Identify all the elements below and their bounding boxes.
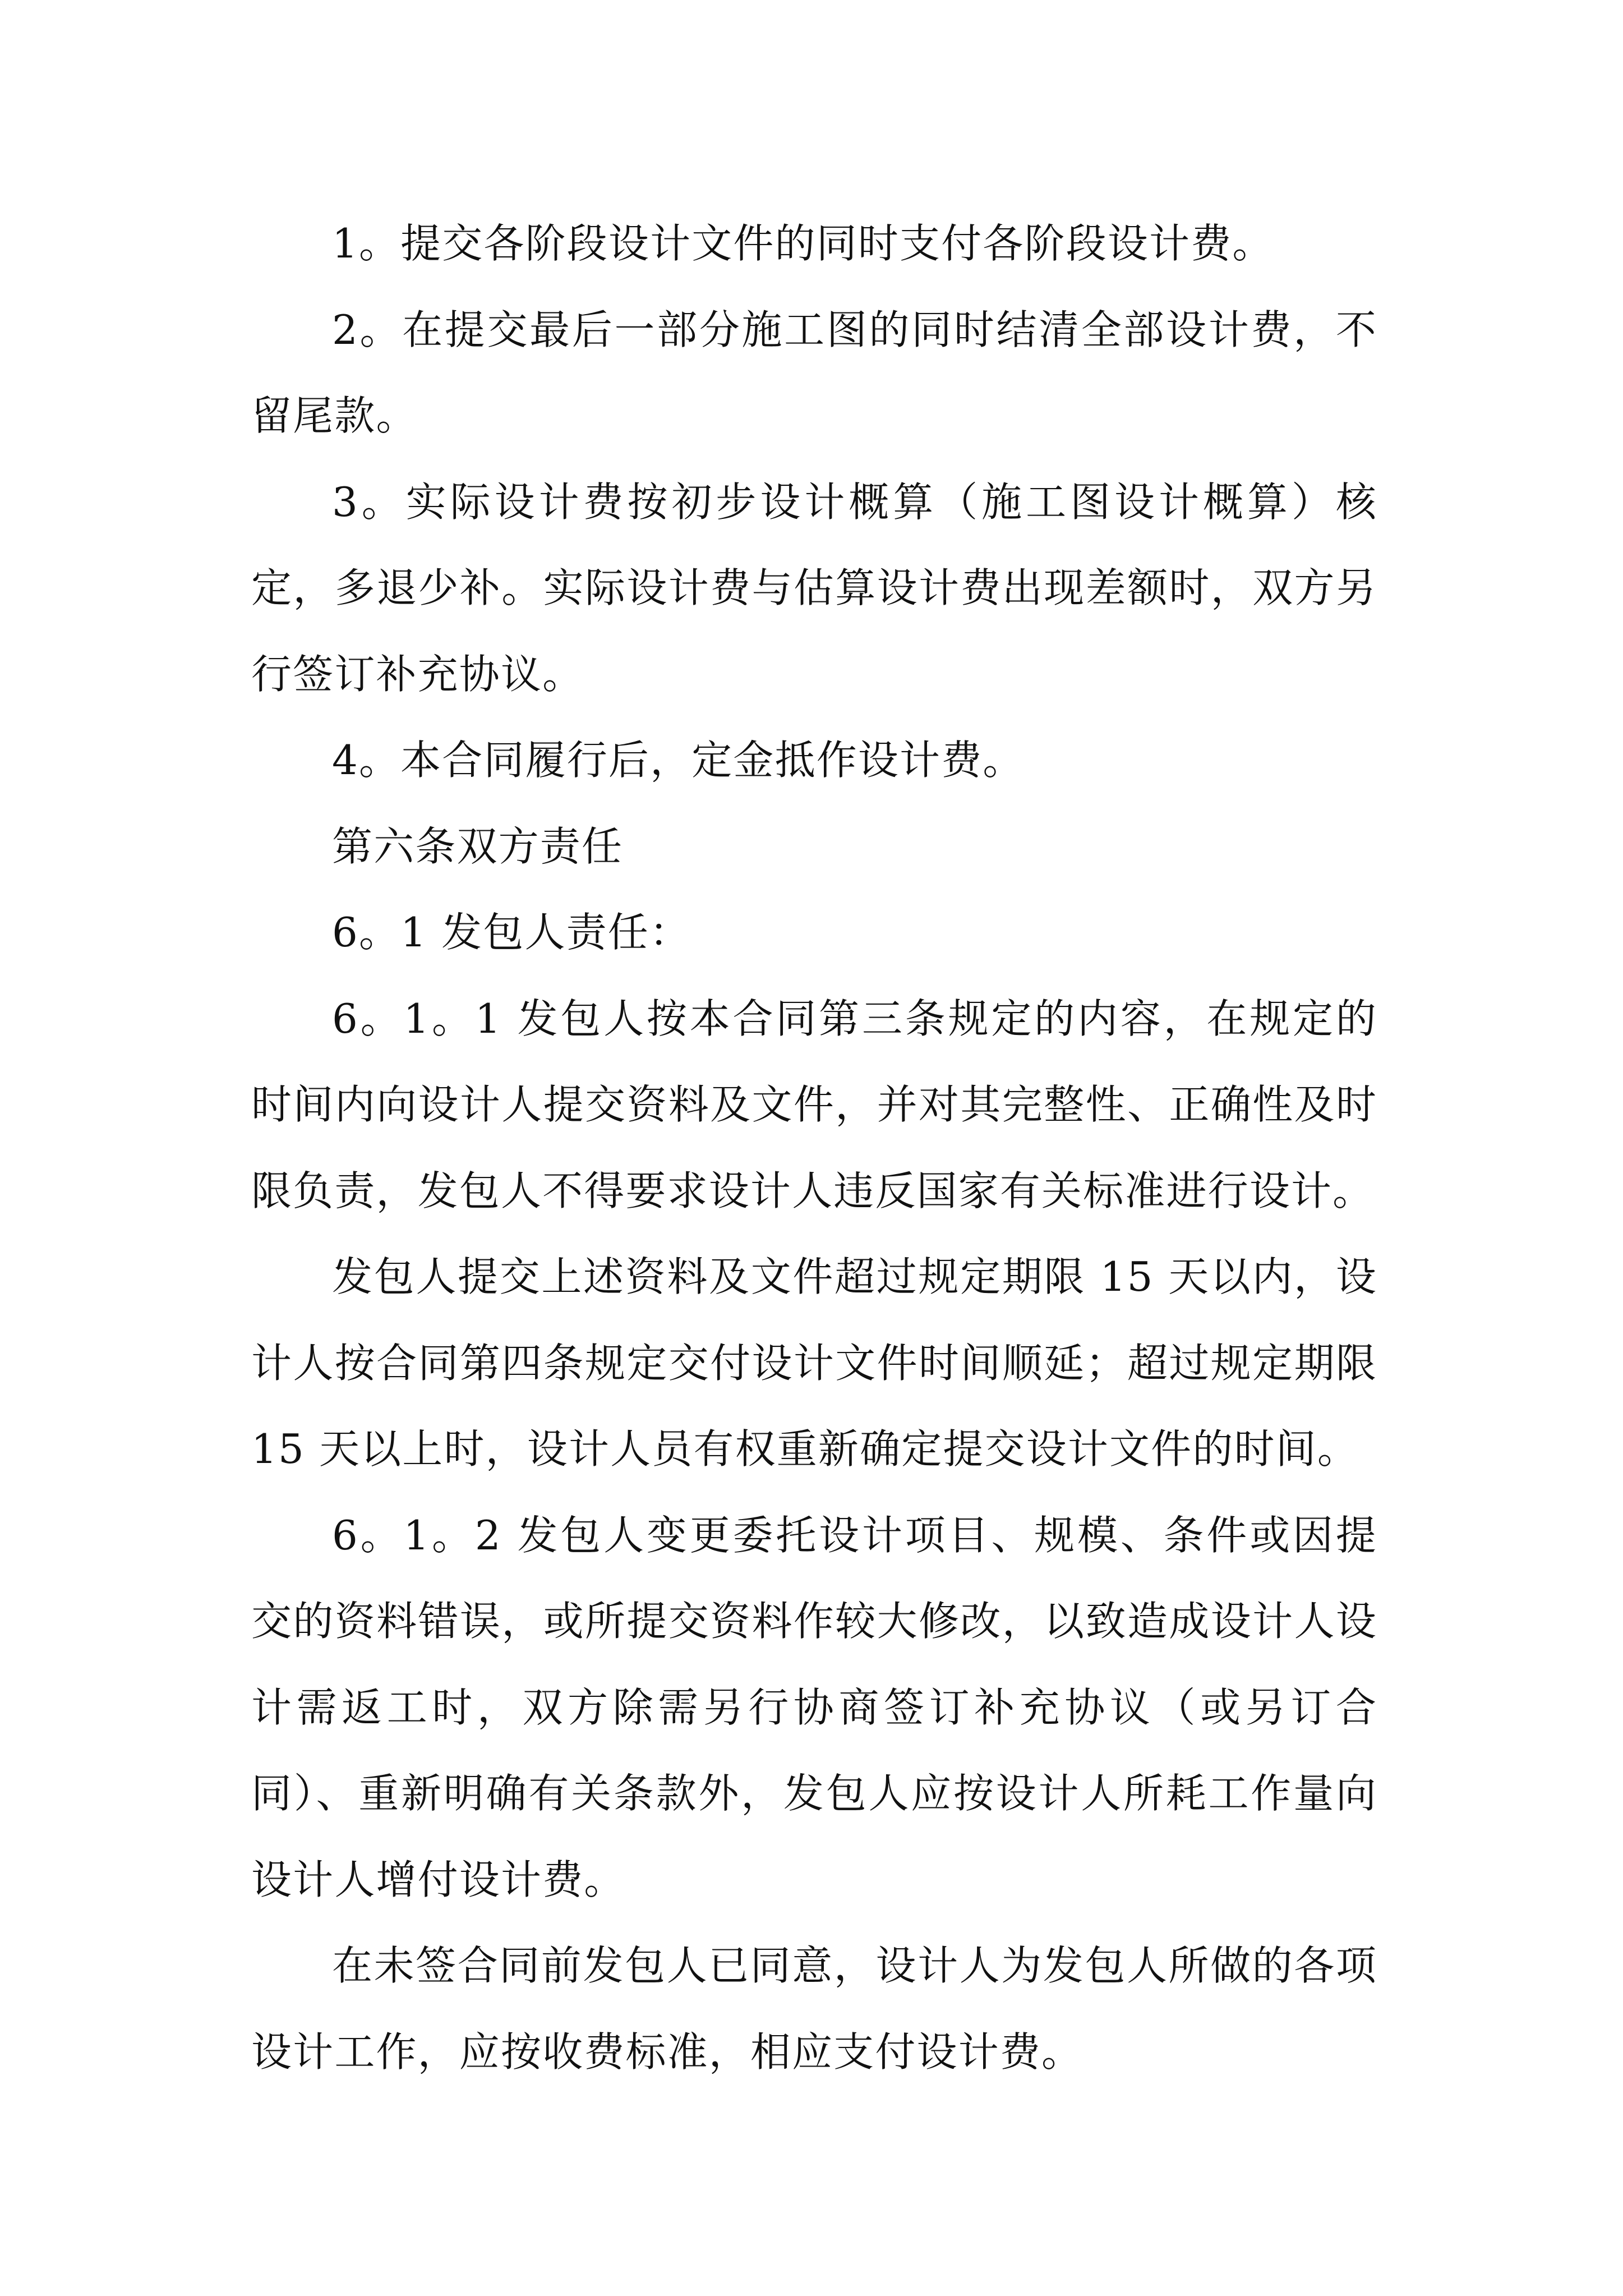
subsection-heading-6-1: 6。1 发包人责任： xyxy=(332,909,691,956)
clause-6-1-2-continued: 在未签合同前发包人已同意，设计人为发包人所做的各项设计工作，应按收费标准，相应支付设计费。 xyxy=(251,1942,1377,2076)
section-heading-article-6: 第六条双方责任 xyxy=(332,822,624,870)
paragraph-payment-3: 3。实际设计费按初步设计概算（施工图设计概算）核定，多退少补。实际设计费与估算设计费出现差额时，双方另行签订补充协议。 xyxy=(251,478,1377,698)
paragraph-payment-1: 1。提交各阶段设计文件的同时支付各阶段设计费。 xyxy=(332,220,1274,267)
paragraph-payment-4: 4。本合同履行后，定金抵作设计费。 xyxy=(332,737,1025,784)
document-body xyxy=(251,201,1377,2095)
clause-6-1-1: 6。1。1 发包人按本合同第三条规定的内容，在规定的时间内向设计人提交资料及文件，并对其完整性、正确性及时限负责，发包人不得要求设计人违反国家有关标准进行设计。 xyxy=(251,995,1377,1214)
clause-6-1-1-continued: 发包人提交上述资料及文件超过规定期限 15 天以内，设计人按合同第四条规定交付设计文件时间顺延；超过规定期限 15 天以上时，设计人员有权重新确定提交设计文件的时间。 xyxy=(251,1253,1377,1473)
clause-6-1-2: 6。1。2 发包人变更委托设计项目、规模、条件或因提交的资料错误，或所提交资料作较大修改，以致造成设计人设计需返工时，双方除需另行协商签订补充协议（或另订合同）、重新明确有关条款外，发包人应按设计人所耗工作量向设计人增付设计费。 xyxy=(251,1511,1377,1903)
paragraph-payment-2: 2。在提交最后一部分施工图的同时结清全部设计费，不留尾款。 xyxy=(251,306,1377,439)
